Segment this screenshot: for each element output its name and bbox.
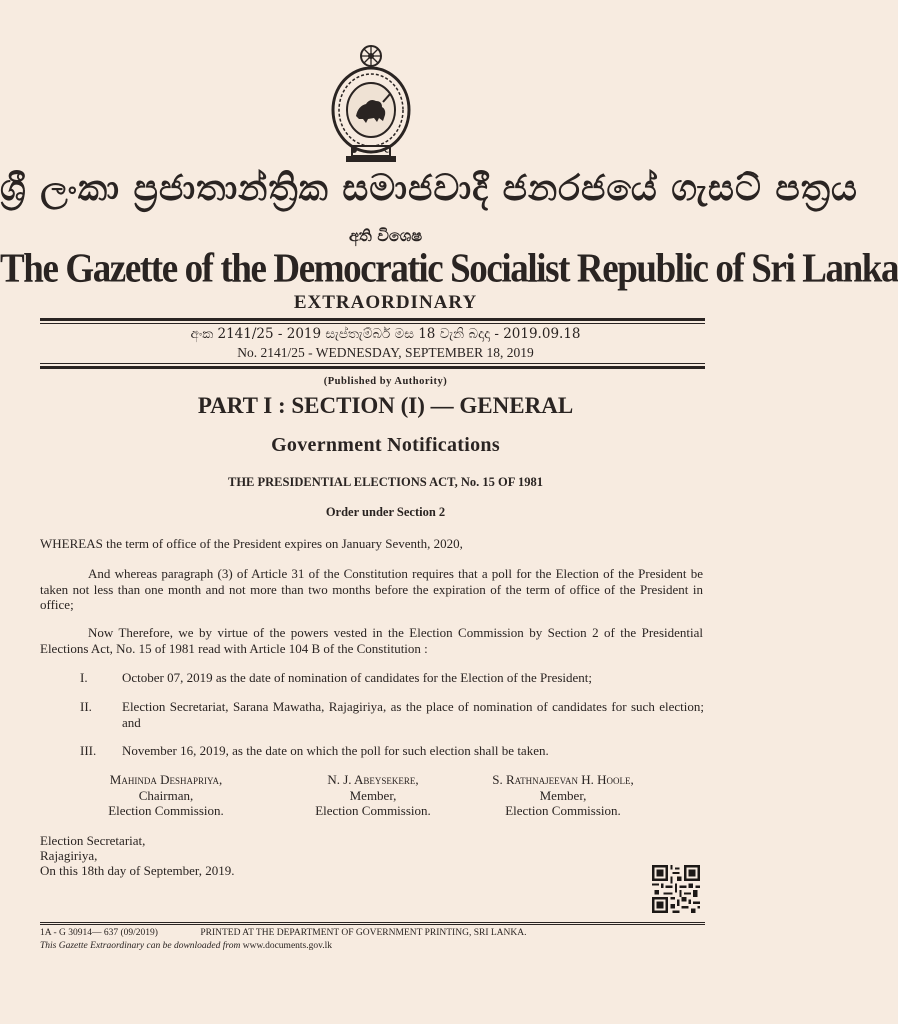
signatory xyxy=(66,772,266,819)
item-text: Election Secretariat, Sarana Mawatha, Rajagiriya, as the place of nomination of candidates for such election; and xyxy=(122,699,704,730)
date-line: On this 18th day of September, 2019. xyxy=(40,863,235,878)
sri-lanka-emblem-icon xyxy=(328,42,414,166)
signatory-role: Member, xyxy=(539,787,587,803)
signatory-role: Member, xyxy=(349,787,397,803)
header-rule-top-thin xyxy=(40,323,705,324)
place-line: Election Secretariat, xyxy=(40,833,146,848)
extraordinary-label: EXTRAORDINARY xyxy=(293,292,478,313)
item-number: III. xyxy=(80,743,97,758)
footer-rule-2 xyxy=(40,924,705,925)
header-rule-bottom-thin xyxy=(40,363,705,364)
signatory-role: Chairman, xyxy=(138,787,194,803)
print-code: 1A - G 30914— 637 (09/2019) xyxy=(40,928,158,938)
printed-by: PRINTED AT THE DEPARTMENT OF GOVERNMENT PRINTING, SRI LANKA. xyxy=(200,928,527,938)
gazette-title: The Gazette of the Democratic Socialist Republic of Sri Lanka xyxy=(0,245,898,292)
item-number: I. xyxy=(80,670,88,685)
signatory-org: Election Commission. xyxy=(108,803,224,818)
signatory-org: Election Commission. xyxy=(505,803,621,818)
gazette-title-sinhala: ශ්‍රී ලංකා ප්‍රජාතාන්ත්‍රික සමාජවාදී ජනරජයේ ගැසට් පත්‍රය xyxy=(0,168,858,209)
footer-download-line xyxy=(40,941,332,951)
qr-code-icon xyxy=(652,865,700,913)
item-text: November 16, 2019, as the date on which the poll for such election shall be taken. xyxy=(122,743,549,758)
header-rule-top xyxy=(40,318,705,321)
signatory xyxy=(463,772,663,819)
footer-print-line xyxy=(40,928,526,938)
paragraph-whereas: WHEREAS the term of office of the President expires on January Seventh, 2020, xyxy=(40,536,463,551)
header-rule-bottom xyxy=(40,366,705,369)
item-number: II. xyxy=(80,699,92,714)
published-by: (Published by Authority) xyxy=(323,376,448,387)
signatory-org: Election Commission. xyxy=(315,803,431,818)
footer-rule xyxy=(40,922,705,923)
download-link[interactable]: www.documents.gov.lk xyxy=(242,941,333,951)
act-title: THE PRESIDENTIAL ELECTIONS ACT, No. 15 OF 1981 xyxy=(228,475,543,489)
signatory-name: Mahinda Deshapriya, xyxy=(109,772,223,787)
signatory-name: S. Rathnajeevan H. Hoole, xyxy=(492,772,634,787)
section-heading: Government Notifications xyxy=(271,434,500,456)
signatory-name: N. J. Abeysekere, xyxy=(327,772,419,787)
issue-line-sinhala: අංක 2141/25 - 2019 සැප්තැම්බර් මස 18 වැනි බදාදා - 2019.09.18 xyxy=(190,326,581,342)
download-text: This Gazette Extraordinary can be downloaded from xyxy=(40,941,241,951)
signatory xyxy=(273,772,473,819)
extraordinary-sinhala: අති විශෙෂ xyxy=(348,226,423,245)
part-heading: PART I : SECTION (I) — GENERAL xyxy=(197,393,574,418)
order-title: Order under Section 2 xyxy=(325,505,446,519)
item-text: October 07, 2019 as the date of nomination of candidates for the Election of the President; xyxy=(122,670,593,685)
paragraph-and-whereas: And whereas paragraph (3) of Article 31 of the Constitution requires that a poll for the Election of the President be taken not less than one month and not more than two months before the expiration of the term of office of the President in office; xyxy=(40,566,703,612)
paragraph-now-therefore: Now Therefore, we by virtue of the powers vested in the Election Commission by Section 2 of the Presidential Elections Act, No. 15 of 1981 read with Article 104 B of the Constitution : xyxy=(40,625,703,656)
issue-line-english: No. 2141/25 - WEDNESDAY, SEPTEMBER 18, 2019 xyxy=(237,345,534,360)
place-line: Rajagiriya, xyxy=(40,848,98,863)
